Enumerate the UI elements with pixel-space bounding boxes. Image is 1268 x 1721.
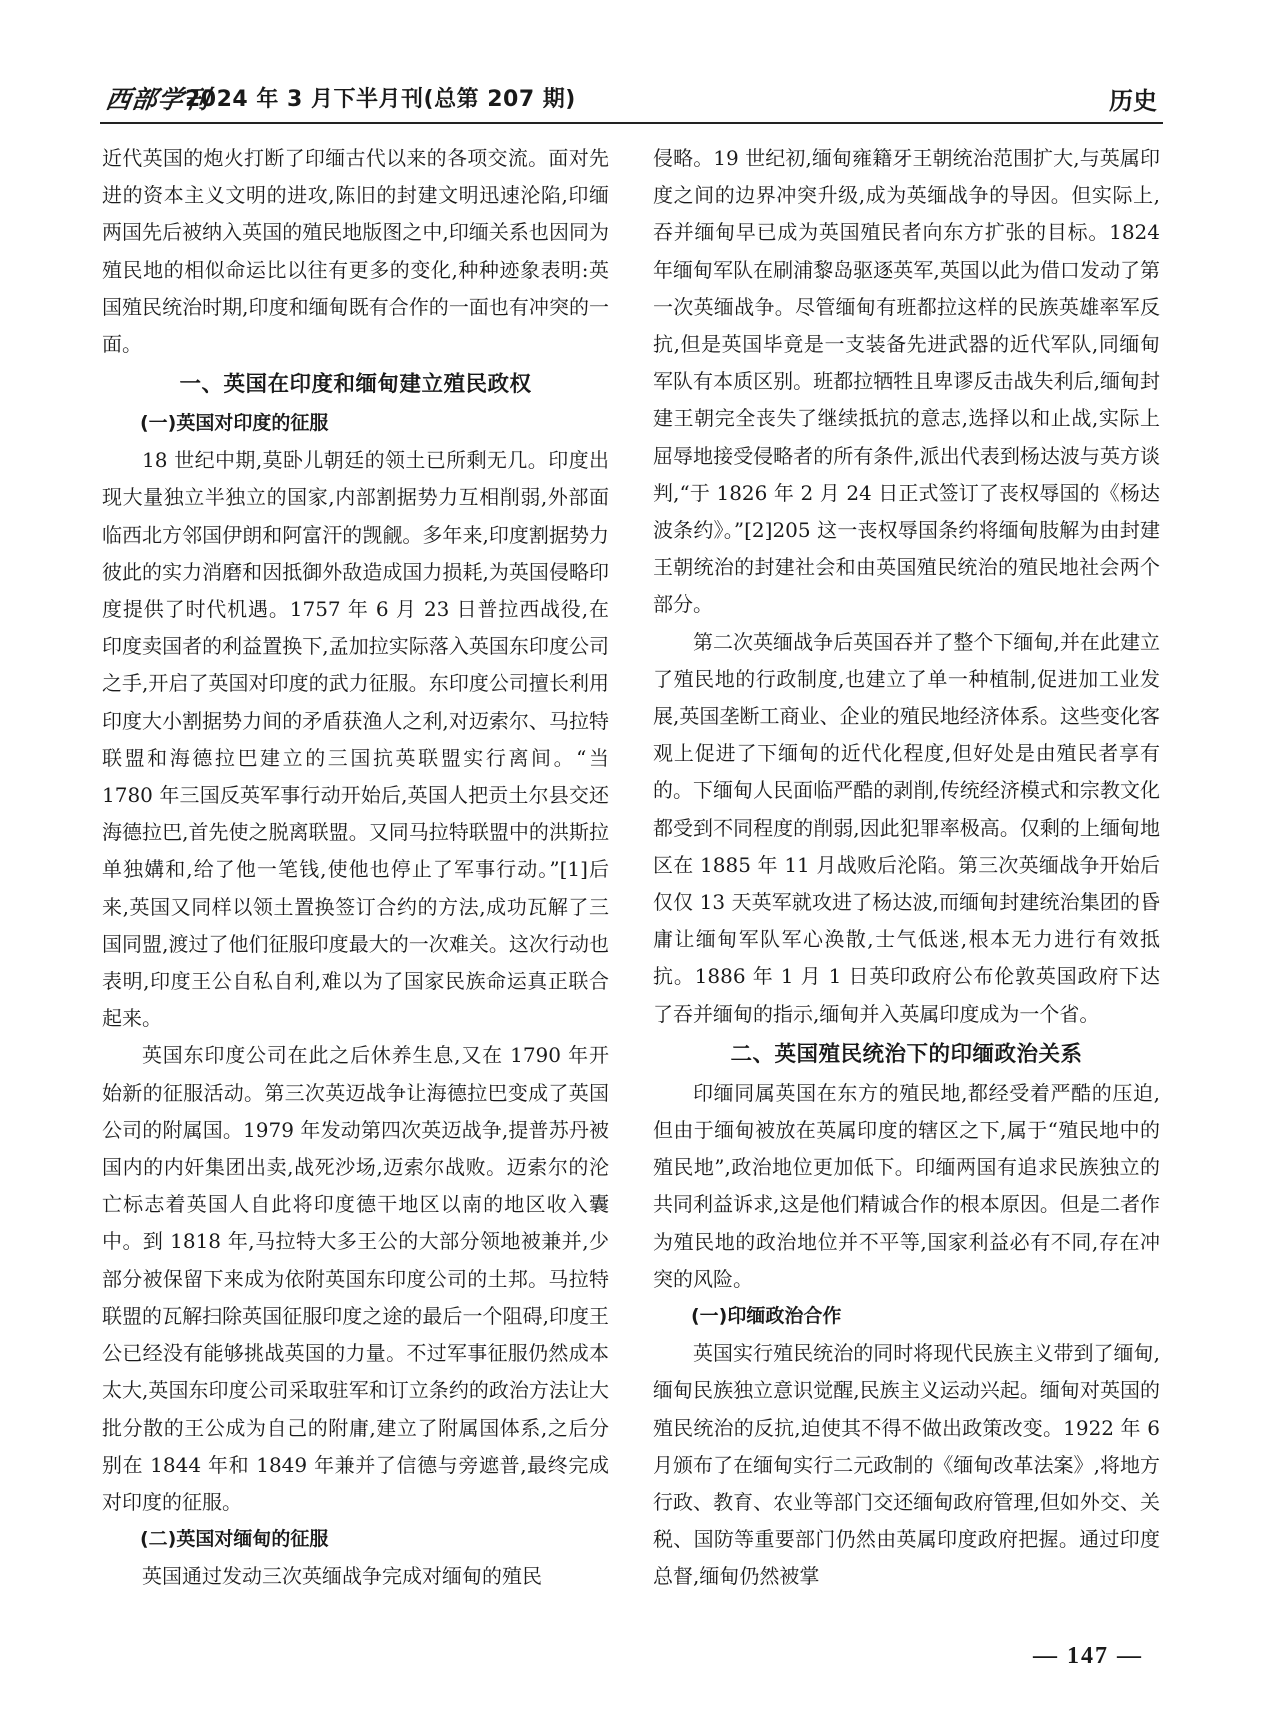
left-column bbox=[102, 140, 609, 1595]
issue-info: 2024 年 3 月下半月刊(总第 207 期) bbox=[185, 87, 576, 112]
running-header bbox=[100, 78, 1163, 122]
page-number: — 147 — bbox=[1033, 1643, 1143, 1669]
body-paragraph: 18 世纪中期,莫卧儿朝廷的领土已所剩无几。印度出现大量独立半独立的国家,内部割据势力互相削弱,外部面临西北方邻国伊朗和阿富汗的觊觎。多年来,印度割据势力彼此的实力消磨和因抵御外敌造成国力损耗,为英国侵略印度提供了时代机遇。1757 年 6 月 23 日普拉西战役,在印度卖国者的利益置换下,孟加拉实际落入英国东印度公司之手,开启了英国对印度的武力征服。东印度公司擅长利用印度大小割据势力间的矛盾获渔人之利,对迈索尔、马拉特联盟和海德拉巴建立的三国抗英联盟实行离间。“当 1780 年三国反英军事行动开始后,英国人把贡土尔县交还海德拉巴,首先使之脱离联盟。又同马拉特联盟中的洪斯拉单独媾和,给了他一笔钱,使他也停止了军事行动。”[1]后来,英国又同样以领土置换签订合约的方法,成功瓦解了三国同盟,渡过了他们征服印度最大的一次难关。这次行动也表明,印度王公自私自利,难以为了国家民族命运真正联合起来。 bbox=[102, 448, 609, 1031]
body-paragraph: 英国通过发动三次英缅战争完成对缅甸的殖民 bbox=[142, 1564, 542, 1589]
section-heading: 一、英国在印度和缅甸建立殖民政权 bbox=[179, 372, 532, 398]
subsection-heading: (一)英国对印度的征服 bbox=[140, 412, 329, 435]
body-paragraph: 印缅同属英国在东方的殖民地,都经受着严酷的压迫,但由于缅甸被放在英属印度的辖区之下,属于“殖民地中的殖民地”,政治地位更加低下。印缅两国有追求民族独立的共同利益诉求,这是他们精诚合作的根本原因。但是二者作为殖民地的政治地位并不平等,国家利益必有不同,存在冲突的风险。 bbox=[653, 1080, 1160, 1291]
section-heading: 二、英国殖民统治下的印缅政治关系 bbox=[730, 1041, 1083, 1067]
subsection-heading: (一)印缅政治合作 bbox=[691, 1305, 842, 1328]
body-paragraph: 英国东印度公司在此之后休养生息,又在 1790 年开始新的征服活动。第三次英迈战争让海德拉巴变成了英国公司的附属国。1979 年发动第四次英迈战争,提普苏丹被国内的内奸集团出卖,战死沙场,迈索尔战败。迈索尔的沦亡标志着英国人自此将印度德干地区以南的地区收入囊中。到 1818 年,马拉特大多王公的大部分领地被兼并,少部分被保留下来成为依附英国东印度公司的土邦。马拉特联盟的瓦解扫除英国征服印度之途的最后一个阻碍,印度王公已经没有能够挑战英国的力量。不过军事征服仍然成本太大,英国东印度公司采取驻军和订立条约的政治方法让大批分散的王公成为自己的附庸,建立了附属国体系,之后分别在 1844 年和 1849 年兼并了信德与旁遮普,最终完成对印度的征服。 bbox=[102, 1043, 609, 1514]
journal-logo: 西部学刊 bbox=[103, 85, 212, 114]
header-rule bbox=[100, 122, 1163, 124]
section-label: 历史 bbox=[1109, 87, 1157, 115]
body-paragraph: 第二次英缅战争后英国吞并了整个下缅甸,并在此建立了殖民地的行政制度,也建立了单一种植制,促进加工业发展,英国垄断工商业、企业的殖民地经济体系。这些变化客观上促进了下缅甸的近代化程度,但好处是由殖民者享有的。下缅甸人民面临严酷的剥削,传统经济模式和宗教文化都受到不同程度的削弱,因此犯罪率极高。仅剩的上缅甸地区在 1885 年 11 月战败后沦陷。第三次英缅战争开始后仅仅 13 天英军就攻进了杨达波,而缅甸封建统治集团的昏庸让缅甸军队军心涣散,士气低迷,根本无力进行有效抵抗。1886 年 1 月 1 日英印政府公布伦敦英国政府下达了吞并缅甸的指示,缅甸并入英属印度成为一个省。 bbox=[653, 629, 1160, 1026]
subsection-heading: (二)英国对缅甸的征服 bbox=[140, 1528, 329, 1551]
body-paragraph: 近代英国的炮火打断了印缅古代以来的各项交流。面对先进的资本主义文明的进攻,陈旧的封建文明迅速沦陷,印缅两国先后被纳入英国的殖民地版图之中,印缅关系也因同为殖民地的相似命运比以往有更多的变化,种种迹象表明:英国殖民统治时期,印度和缅甸既有合作的一面也有冲突的一面。 bbox=[102, 146, 609, 357]
body-paragraph: 侵略。19 世纪初,缅甸雍籍牙王朝统治范围扩大,与英属印度之间的边界冲突升级,成为英缅战争的导因。但实际上,吞并缅甸早已成为英国殖民者向东方扩张的目标。1824 年缅甸军队在刷浦黎岛驱逐英军,英国以此为借口发动了第一次英缅战争。尽管缅甸有班都拉这样的民族英雄率军反抗,但是英国毕竟是一支装备先进武器的近代军队,同缅甸军队有本质区别。班都拉牺牲且卑谬反击战失利后,缅甸封建王朝完全丧失了继续抵抗的意志,选择以和止战,实际上屈辱地接受侵略者的所有条件,派出代表到杨达波与英方谈判,“于 1826 年 2 月 24 日正式签订了丧权辱国的《杨达波条约》。”[2]205 这一丧权辱国条约将缅甸肢解为由封建王朝统治的封建社会和由英国殖民统治的殖民地社会两个部分。 bbox=[653, 146, 1160, 617]
body-paragraph: 英国实行殖民统治的同时将现代民族主义带到了缅甸,缅甸民族独立意识觉醒,民族主义运动兴起。缅甸对英国的殖民统治的反抗,迫使其不得不做出政策改变。1922 年 6 月颁布了在缅甸实行二元政制的《缅甸改革法案》,将地方行政、教育、农业等部门交还缅甸政府管理,但如外交、关税、国防等重要部门仍然由英属印度政府把握。通过印度总督,缅甸仍然被掌 bbox=[653, 1341, 1160, 1589]
right-column bbox=[653, 140, 1160, 1596]
